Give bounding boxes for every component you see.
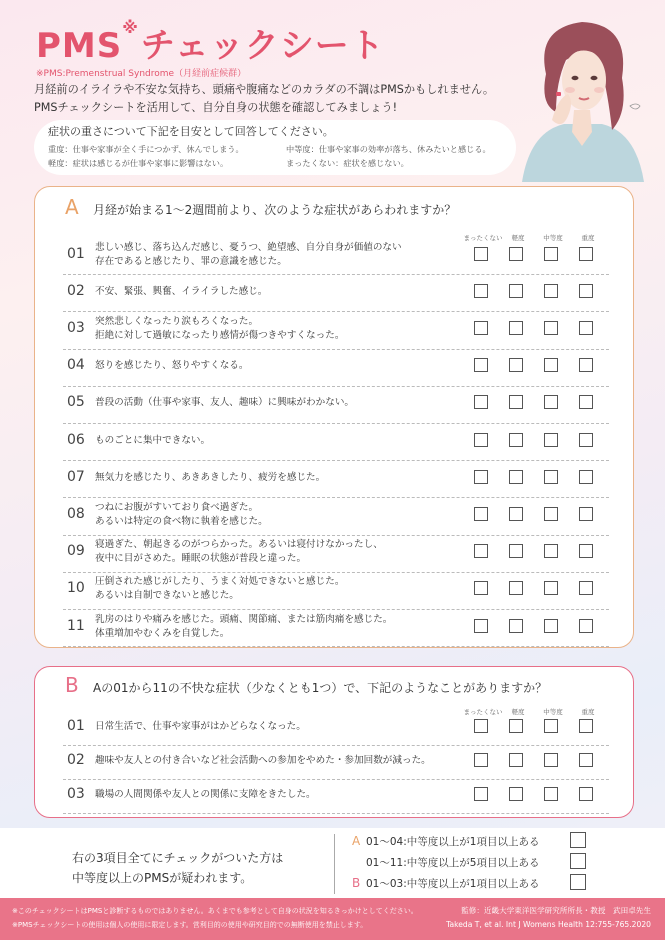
checkbox-severe[interactable] — [579, 719, 593, 733]
question-number: 01 — [67, 718, 85, 734]
checkbox-mild[interactable] — [509, 507, 523, 521]
question-number: 11 — [67, 617, 85, 634]
checkbox-mild[interactable] — [509, 321, 523, 335]
checkbox-none[interactable] — [474, 753, 488, 767]
criterion-1 — [352, 834, 539, 849]
question-number: 03 — [67, 786, 85, 802]
question-text: 怒りを感じたり、怒りやすくなる。 — [95, 360, 249, 372]
section-a-question: 月経が始まる1〜2週間前より、次のような症状があらわれますか？ — [93, 203, 457, 217]
section-b-card — [34, 666, 634, 818]
footer-note-1: ※このチェックシートはPMSと診断するものではありません。あくまでも参考として自身の状況を知るきっかけとしてください。 — [12, 907, 418, 915]
criterion-3-letter: B — [352, 876, 361, 890]
question-row — [63, 237, 609, 275]
criterion-3-checkbox[interactable] — [570, 874, 586, 890]
question-text: 寝過ぎた、朝起きるのがつらかった。あるいは寝付けなかったし、 — [95, 539, 383, 551]
column-moderate: 中等度 — [543, 708, 563, 716]
question-text: 職場の人間関係や友人との関係に支障をきたした。 — [95, 789, 316, 800]
checkbox-severe[interactable] — [579, 507, 593, 521]
footer-supervisor: 監修：近畿大学東洋医学研究所所長・教授 武田卓先生 — [461, 906, 651, 915]
question-row — [63, 535, 609, 573]
question-row — [63, 779, 609, 814]
question-number: 03 — [67, 319, 85, 336]
criterion-1-text: 01〜04:中等度以上が1項目以上ある — [366, 836, 540, 848]
criterion-3 — [352, 876, 539, 891]
checkbox-moderate[interactable] — [544, 470, 558, 484]
checkbox-severe[interactable] — [579, 395, 593, 409]
checkbox-moderate[interactable] — [544, 619, 558, 633]
intro-line-1: 月経前のイライラや不安な気持ち、頭痛や腹痛などのカラダの不調はPMSかもしれません。 — [34, 83, 495, 96]
severity-moderate: 中等度：仕事や家事の効率が落ち、休みたいと感じる。 — [286, 144, 491, 154]
checkbox-none[interactable] — [474, 321, 488, 335]
result-message — [72, 848, 283, 888]
question-text: 圧倒された感じがしたり、うまく対処できないと感じた。 — [95, 576, 345, 588]
question-text: ものごとに集中できない。 — [95, 434, 211, 446]
checkbox-none[interactable] — [474, 395, 488, 409]
question-text: 拒絶に対して過敏になったり感情が傷つきやすくなった。 — [95, 329, 345, 341]
question-row — [63, 311, 609, 349]
question-number: 10 — [67, 580, 85, 597]
question-text: 趣味や友人との付き合いなど社会活動への参加をやめた・参加回数が減った。 — [95, 755, 431, 766]
checkbox-severe[interactable] — [579, 433, 593, 447]
checkbox-none[interactable] — [474, 619, 488, 633]
column-mild: 軽度 — [511, 708, 525, 716]
checkbox-none[interactable] — [474, 544, 488, 558]
question-text: 体重増加やむくみを自覚した。 — [95, 627, 230, 639]
footer — [0, 898, 665, 940]
question-text: 突然悲しくなったり涙もろくなった。 — [95, 315, 259, 327]
question-row — [63, 460, 609, 498]
checkbox-moderate[interactable] — [544, 284, 558, 298]
checkbox-moderate[interactable] — [544, 321, 558, 335]
criterion-2-text: 01〜11:中等度以上が5項目以上ある — [366, 857, 540, 869]
checkbox-none[interactable] — [474, 470, 488, 484]
column-none: まったくない — [463, 234, 503, 242]
section-b-letter: B — [65, 673, 79, 697]
criterion-3-text: 01〜03:中等度以上が1項目以上ある — [366, 878, 540, 890]
severity-guide-heading: 症状の重さについて下記を目安として回答してください。 — [48, 125, 334, 138]
question-text: つねにお腹がすいており食べ過ぎた。 — [95, 501, 259, 513]
question-text: 悲しい感じ、落ち込んだ感じ、憂うつ、絶望感、自分自身が価値のない — [95, 241, 402, 253]
checkbox-moderate[interactable] — [544, 433, 558, 447]
question-row — [63, 711, 609, 746]
result-divider — [334, 834, 335, 894]
checkbox-severe[interactable] — [579, 284, 593, 298]
column-none: まったくない — [463, 708, 503, 716]
checkbox-none[interactable] — [474, 581, 488, 595]
checkbox-mild[interactable] — [509, 719, 523, 733]
criterion-2 — [352, 855, 539, 870]
question-number: 04 — [67, 357, 85, 374]
checkbox-severe[interactable] — [579, 247, 593, 261]
checkbox-moderate[interactable] — [544, 507, 558, 521]
checkbox-none[interactable] — [474, 787, 488, 801]
question-text: 普段の活動（仕事や家事、友人、趣味）に興味がわかない。 — [95, 397, 355, 409]
checkbox-moderate[interactable] — [544, 247, 558, 261]
woman-illustration — [512, 12, 652, 182]
column-moderate: 中等度 — [543, 234, 563, 242]
checkbox-mild[interactable] — [509, 284, 523, 298]
pms-definition-note: ※PMS:Premenstrual Syndrome（月経前症候群） — [36, 69, 247, 79]
question-number: 06 — [67, 431, 85, 448]
checkbox-none[interactable] — [474, 284, 488, 298]
footer-note-2: ※PMSチェックシートの使用は個人の使用に限定します。営利目的の使用や研究目的での無断使用を禁止します。 — [12, 921, 368, 929]
section-a-card — [34, 186, 634, 648]
result-panel — [0, 828, 665, 898]
checkbox-moderate[interactable] — [544, 544, 558, 558]
checkbox-mild[interactable] — [509, 433, 523, 447]
question-row — [63, 349, 609, 387]
question-number: 07 — [67, 468, 85, 485]
question-text: 乳房のはりや痛みを感じた。頭痛、関節痛、または筋肉痛を感じた。 — [95, 613, 393, 625]
question-number: 05 — [67, 394, 85, 411]
criterion-1-checkbox[interactable] — [570, 832, 586, 848]
intro-line-2: PMSチェックシートを活用して、自分自身の状態を確認してみましょう! — [34, 101, 398, 114]
checkbox-moderate[interactable] — [544, 787, 558, 801]
title-pms: PMS — [36, 26, 123, 66]
checkbox-mild[interactable] — [509, 753, 523, 767]
checkbox-none[interactable] — [474, 433, 488, 447]
checkbox-severe[interactable] — [579, 321, 593, 335]
checkbox-severe[interactable] — [579, 581, 593, 595]
question-row — [63, 572, 609, 610]
checkbox-moderate[interactable] — [544, 358, 558, 372]
checkbox-severe[interactable] — [579, 619, 593, 633]
checkbox-mild[interactable] — [509, 358, 523, 372]
section-a-letter: A — [65, 195, 79, 219]
checkbox-none[interactable] — [474, 719, 488, 733]
checkbox-moderate[interactable] — [544, 753, 558, 767]
intro-text — [34, 81, 494, 117]
column-severe: 重度 — [581, 234, 595, 242]
question-row — [63, 274, 609, 312]
column-severe: 重度 — [581, 708, 595, 716]
question-text: 不安、緊張、興奮、イライラした感じ。 — [95, 285, 268, 297]
title-rest: チェックシート — [140, 26, 385, 66]
checkbox-severe[interactable] — [579, 753, 593, 767]
checkbox-mild[interactable] — [509, 787, 523, 801]
checkbox-moderate[interactable] — [544, 719, 558, 733]
checkbox-none[interactable] — [474, 507, 488, 521]
question-row — [63, 609, 609, 647]
page-title — [36, 18, 385, 67]
criterion-2-checkbox[interactable] — [570, 853, 586, 869]
checkbox-mild[interactable] — [509, 395, 523, 409]
question-number: 09 — [67, 543, 85, 560]
checkbox-mild[interactable] — [509, 619, 523, 633]
question-text: 夜中に目がさめた。睡眠の状態が普段と違った。 — [95, 553, 307, 565]
checkbox-none[interactable] — [474, 358, 488, 372]
question-row — [63, 497, 609, 535]
checkbox-mild[interactable] — [509, 581, 523, 595]
column-mild: 軽度 — [511, 234, 525, 242]
checkbox-none[interactable] — [474, 247, 488, 261]
checkbox-moderate[interactable] — [544, 395, 558, 409]
checkbox-moderate[interactable] — [544, 581, 558, 595]
question-number: 02 — [67, 752, 85, 768]
checkbox-severe[interactable] — [579, 470, 593, 484]
question-text: 存在であると感じたり、罪の意識を感じた。 — [95, 255, 287, 267]
title-mark: ※ — [122, 18, 139, 37]
checkbox-mild[interactable] — [509, 544, 523, 558]
severity-severe: 重度：仕事や家事が全く手につかず、休んでしまう。 — [48, 144, 244, 154]
severity-guide — [34, 120, 516, 175]
question-row — [63, 386, 609, 424]
question-text: あるいは自制できないと感じた。 — [95, 590, 239, 602]
question-text: あるいは特定の食べ物に執着を感じた。 — [95, 515, 268, 527]
checkbox-severe[interactable] — [579, 787, 593, 801]
question-text: 日常生活で、仕事や家事がはかどらなくなった。 — [95, 721, 306, 732]
result-message-line-2: 中等度以上のPMSが疑われます。 — [72, 871, 253, 885]
checkbox-mild[interactable] — [509, 247, 523, 261]
checkbox-severe[interactable] — [579, 544, 593, 558]
question-number: 08 — [67, 505, 85, 522]
question-row — [63, 423, 609, 461]
question-number: 02 — [67, 282, 85, 299]
question-number: 01 — [67, 245, 85, 262]
question-row — [63, 745, 609, 780]
result-message-line-1: 右の3項目全てにチェックがついた方は — [72, 851, 284, 865]
question-text: 無気力を感じたり、あきあきしたり、疲労を感じた。 — [95, 471, 326, 483]
section-b-question: Aの01から11の不快な症状（少なくとも1つ）で、下記のようなことがありますか？ — [93, 681, 548, 695]
severity-none: まったくない：症状を感じない。 — [286, 158, 409, 168]
severity-mild: 軽度：症状は感じるが仕事や家事に影響はない。 — [48, 158, 229, 168]
footer-citation: Takeda T, et al. Int J Womens Health 12:755-765.2020 — [446, 920, 651, 929]
checkbox-severe[interactable] — [579, 358, 593, 372]
checkbox-mild[interactable] — [509, 470, 523, 484]
criterion-1-letter: A — [352, 834, 361, 848]
